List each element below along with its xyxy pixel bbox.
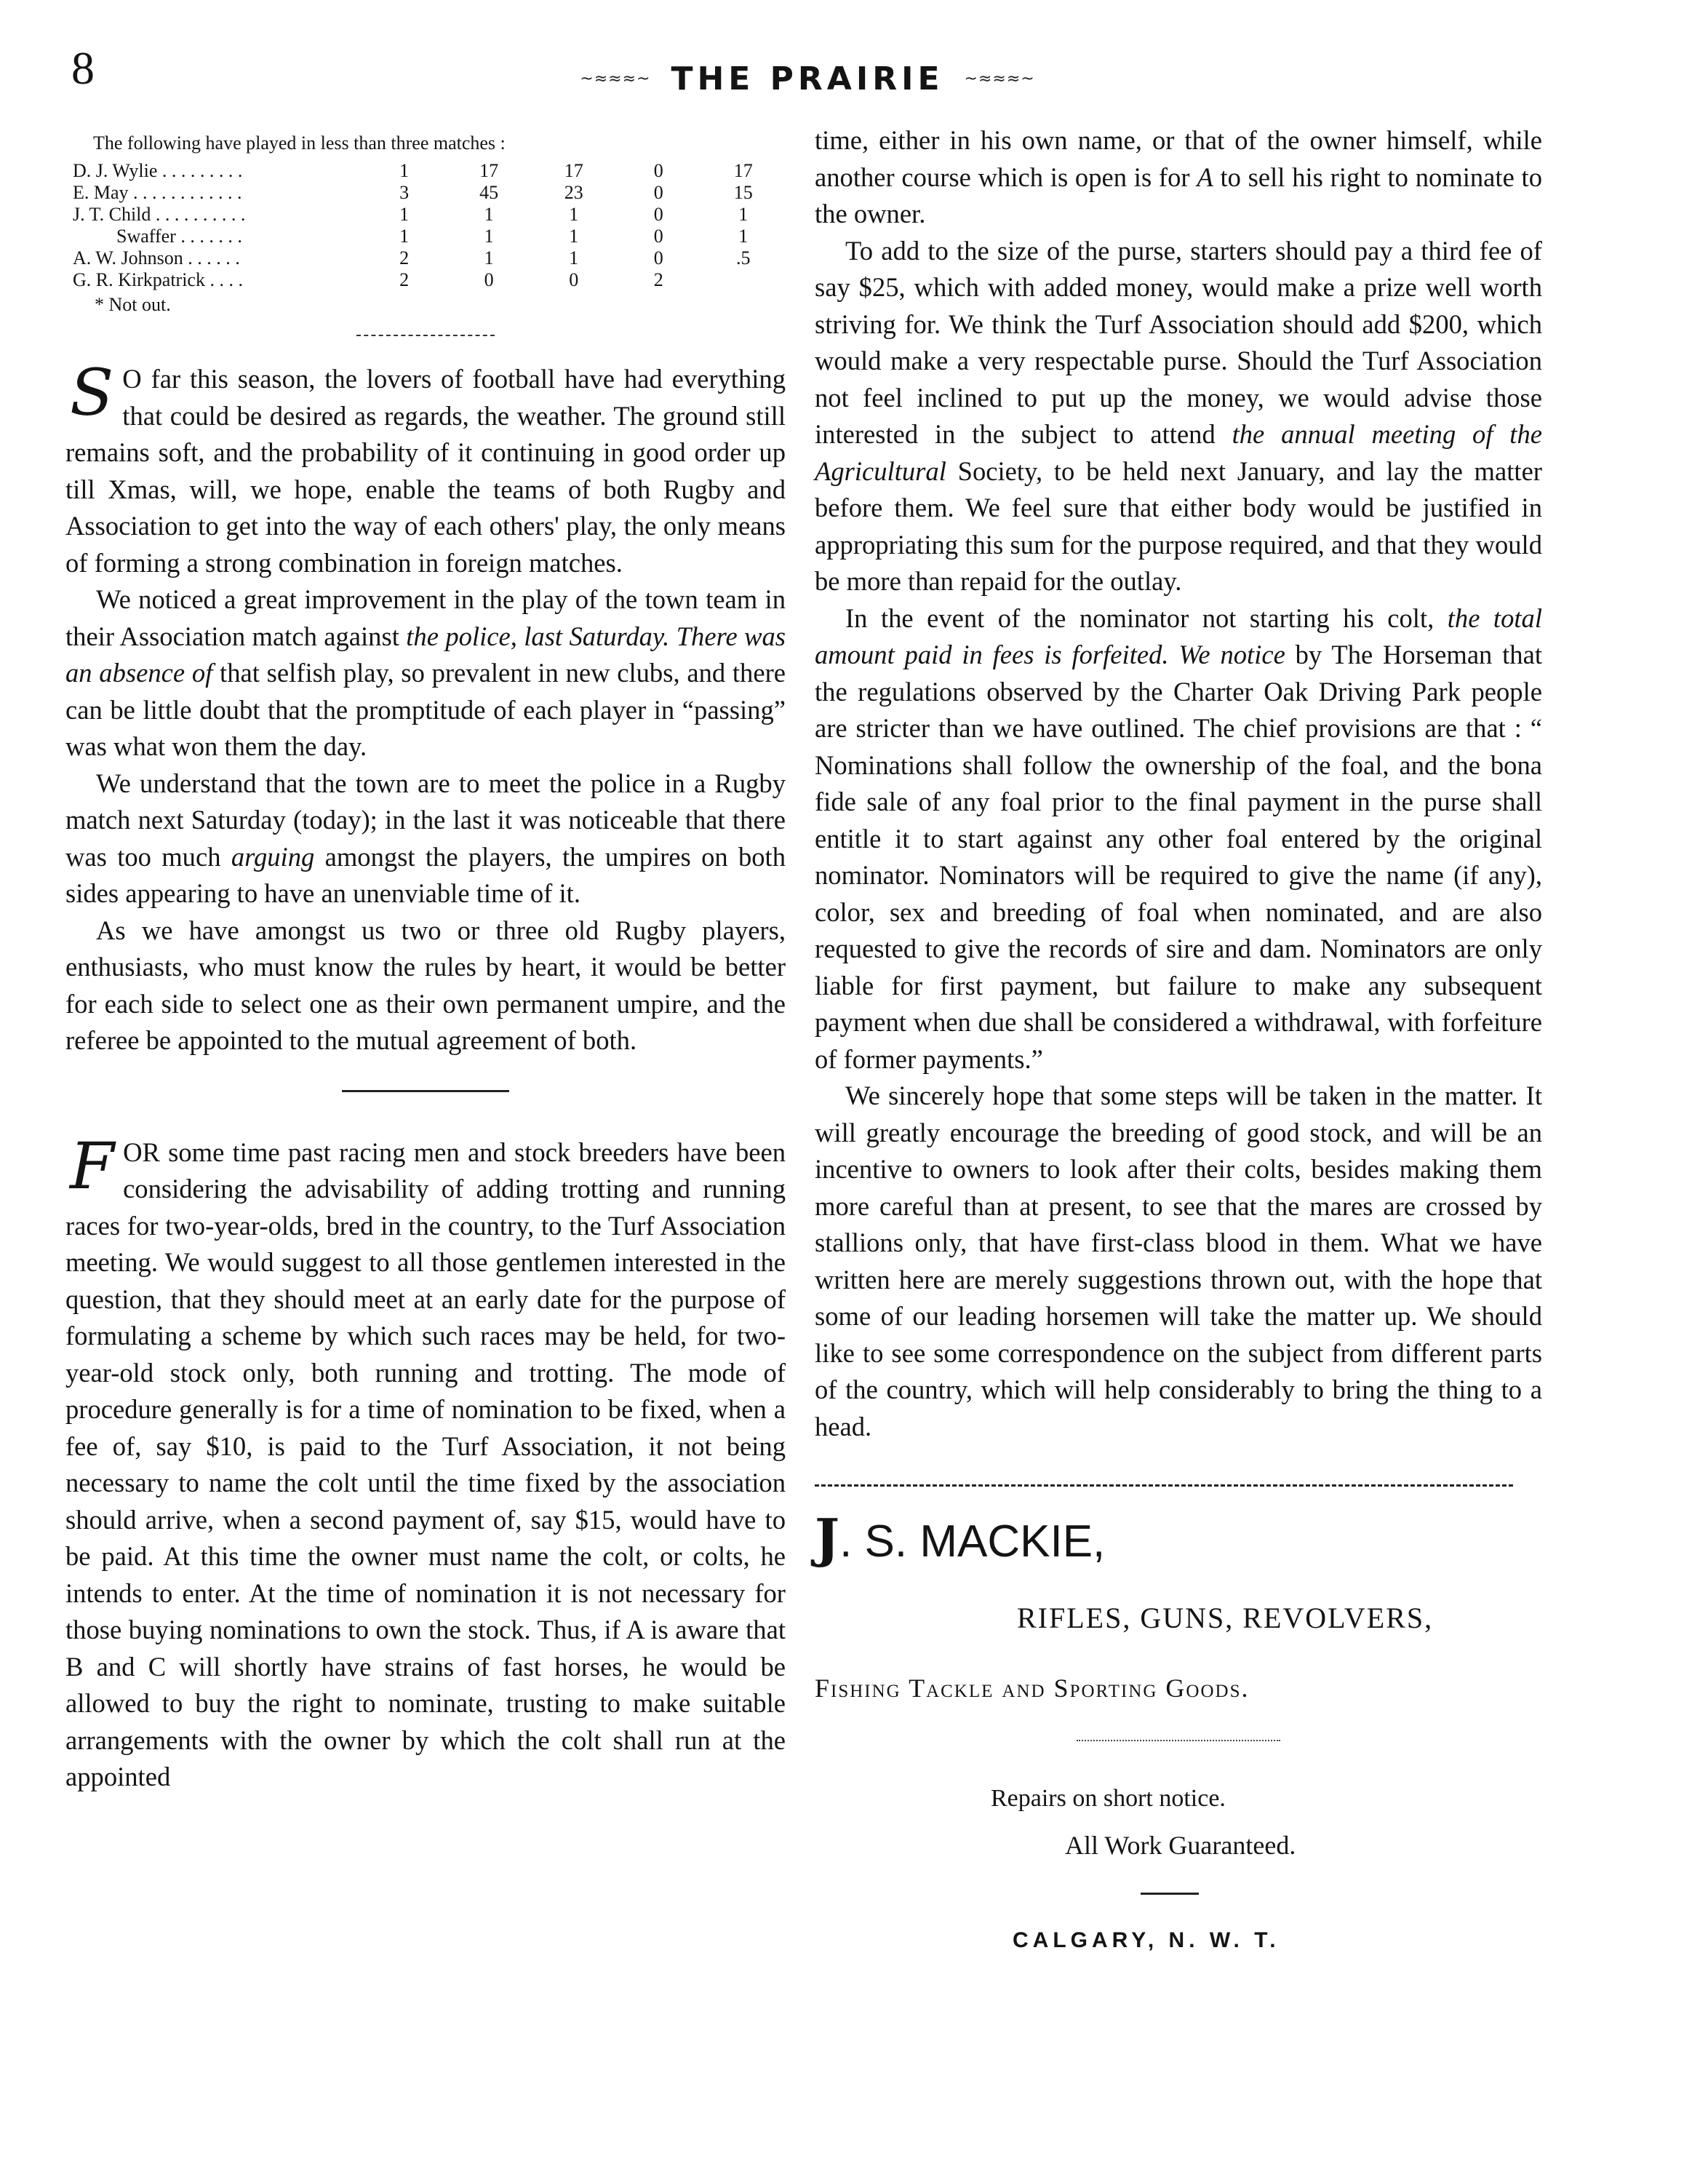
stats-table [73, 160, 786, 291]
advertisement [815, 1507, 1542, 1953]
right-column [815, 122, 1542, 1953]
paragraph-text: To add to the size of the purse, starters should pay a third fee of say $25, which with added money, would make a prize well worth striving for. We think the Turf Association should add $200, which would make a very respectable purse. Should the Turf Association not feel inclined to put up the money, we would advise those interested in the subject to attend [815, 235, 1542, 449]
section-divider [356, 335, 495, 336]
table-row [73, 269, 786, 291]
stat-cell: 0 [653, 160, 663, 181]
section-divider [342, 1090, 509, 1092]
ad-divider [1141, 1893, 1199, 1895]
stat-cell: 1 [738, 204, 749, 225]
paragraph-text: We understand that the town are to meet the police in a Rugby match next Saturday (today); in the last it was noticeable that there was too much [65, 768, 786, 872]
stat-cell: 1 [399, 204, 410, 225]
paragraph-text: O far this season, the lovers of football have had everything that could be desired as regards, the weather. The ground still remains soft, and the probability of it continuing in good order up till Xmas, will, we hope, enable the teams of both Rugby and Association to get into the way of each others' play, the only means of forming a strong combination in foreign matches. [65, 364, 786, 578]
ad-goods-line: Fishing Tackle and Sporting Goods. [815, 1674, 1250, 1703]
ad-divider [1077, 1740, 1280, 1741]
section-divider [815, 1484, 1513, 1487]
ad-products-line: RIFLES, GUNS, REVOLVERS, [1017, 1602, 1434, 1634]
stat-cell: 0 [653, 226, 663, 247]
ad-initial: J [815, 1507, 840, 1569]
stat-cell: 45 [479, 182, 499, 203]
player-name: E. May . . . . . . . . . . . . [73, 182, 242, 203]
page-number: 8 [71, 42, 95, 94]
stat-cell [701, 269, 786, 291]
stat-cell: 15 [733, 182, 753, 203]
flourish-left-icon: ~≈≈≈~ [580, 69, 651, 88]
article-paragraph [815, 233, 1542, 600]
ad-merchant-name [815, 1507, 1542, 1569]
stat-cell: 17 [564, 160, 583, 181]
football-article [65, 355, 786, 1059]
italic-text: the annual meeting of the Agricultural [815, 419, 1542, 486]
ad-repairs-line: Repairs on short notice. [991, 1785, 1226, 1812]
paragraph-text: Society, to be held next January, and lay the matter before them. We feel sure that either body would be justified in appropriating this sum for the purpose required, and that they would be more than repaid for the outlay. [815, 456, 1542, 596]
article-paragraph: We sincerely hope that some steps will be taken in the matter. It will greatly encourage the breeding of good stock, and will be an incentive to owners to look after their colts, besides making them more careful than at present, to see that the mares are crossed by stallions only, that have first-class blood in them. What we have written here are merely suggestions thrown out, with the hope that some of our leading horsemen will take the matter up. We should like to see some correspondence on the subject from different parts of the country, which will help considerably to bring the thing to a head. [815, 1081, 1542, 1441]
ad-location: CALGARY, N. W. T. [1013, 1928, 1280, 1952]
stat-cell: 17 [733, 160, 753, 181]
italic-text: the total amount paid in fees is forfeited. We notice [815, 602, 1542, 669]
newspaper-title: THE PRAIRIE [671, 60, 944, 98]
stat-cell: 1 [484, 247, 494, 268]
stat-cell: 2 [653, 269, 663, 290]
stat-cell: 0 [653, 247, 663, 268]
table-row [73, 182, 786, 204]
player-name: G. R. Kirkpatrick . . . . [73, 269, 243, 290]
paragraph-text: amongst the players, the umpires on both sides appearing to have an unenviable time of it. [65, 841, 786, 908]
article-paragraph [65, 581, 786, 765]
player-name: A. W. Johnson . . . . . . [73, 247, 240, 268]
ad-guarantee-line: All Work Guaranteed. [1065, 1831, 1296, 1860]
stat-cell: 1 [399, 160, 410, 181]
paragraph-text: that selfish play, so prevalent in new clubs, and there can be little doubt that the promptitude of each player in “passing” was what won them the day. [65, 658, 786, 761]
table-row [73, 204, 786, 226]
article-paragraph [65, 1128, 786, 1796]
stat-cell: 0 [653, 204, 663, 225]
article-paragraph [815, 122, 1542, 233]
table-row [73, 226, 786, 247]
flourish-right-icon: ~≈≈≈~ [964, 69, 1035, 88]
stat-cell: 1 [399, 226, 410, 247]
stat-cell: 1 [569, 204, 579, 225]
italic-text: arguing [231, 841, 315, 872]
stat-cell: 1 [569, 247, 579, 268]
stat-cell: 2 [399, 247, 410, 268]
drop-cap: S [70, 355, 114, 430]
italic-text: A [1197, 162, 1213, 192]
table-footnote: * Not out. [95, 294, 171, 315]
left-column [65, 122, 786, 1796]
player-name: J. T. Child . . . . . . . . . . [73, 204, 246, 225]
masthead [466, 57, 1149, 100]
stat-cell: 2 [399, 269, 410, 290]
article-paragraph [815, 600, 1542, 1078]
stat-cell: 23 [564, 182, 583, 203]
stat-cell: 0 [653, 182, 663, 203]
stat-cell: 1 [484, 204, 494, 225]
article-paragraph [65, 765, 786, 912]
paragraph-text: time, either in his own name, or that of the owner himself, while another course which is open is for [815, 125, 1542, 192]
stat-cell: 1 [738, 226, 749, 247]
stat-cell: 0 [569, 269, 579, 290]
article-paragraph [65, 355, 786, 581]
stat-cell: 1 [569, 226, 579, 247]
player-name: D. J. Wylie . . . . . . . . . [73, 160, 243, 181]
paragraph-text: We noticed a great improvement in the play of the town team in their Association match against [65, 584, 786, 651]
stat-cell: 0 [484, 269, 494, 290]
paragraph-text: In the event of the nominator not starting his colt, [845, 602, 1434, 633]
paragraph-text: to sell his right to nominate to the owner. [815, 162, 1543, 228]
article-paragraph: As we have amongst us two or three old Rugby players, enthusiasts, who must know the rules by heart, it would be better for each side to select one as their own permanent umpire, and the referee be appointed to the mutual agreement of both. [65, 915, 786, 1055]
stat-cell: 3 [399, 182, 410, 203]
table-row [73, 160, 786, 182]
stat-cell: 17 [479, 160, 499, 181]
player-name: Swaffer . . . . . . . [116, 226, 242, 247]
ad-name-text: . S. MACKIE, [839, 1516, 1106, 1567]
racing-article-continued [815, 122, 1542, 1445]
table-row [73, 247, 786, 269]
stat-cell: 1 [484, 226, 494, 247]
paragraph-text: OR some time past racing men and stock breeders have been considering the advisability of adding trotting and running races for two-year-olds, bred in the country, to the Turf Association meeting. We would suggest to all those gentlemen interested in the question, that they should meet at an early date for the purpose of formulating a scheme by which such races may be held, for two-year-old stock only, both running and trotting. The mode of procedure generally is for a time of nomination to be fixed, when a fee of, say $10, is paid to the Turf Association, it not being necessary to name the colt until the time fixed by the association should arrive, when a second payment of, say $15, would have to be paid. At this time the owner must name the colt, or colts, he intends to enter. At the time of nomination it is not necessary for those buying nominations to own the stock. Thus, if A is aware that B and C will shortly have strains of fast horses, he would be allowed to buy the right to nominate, trusting to make suitable arrangements with the owner by which the colt shall run at the appointed [65, 1137, 786, 1791]
stats-table-title: The following have played in less than three matches : [93, 132, 506, 154]
drop-cap: F [70, 1128, 115, 1204]
stat-cell: .5 [735, 247, 751, 268]
italic-text: the police, last Saturday. There was an absence of [65, 621, 786, 688]
racing-article-start [65, 1128, 786, 1796]
paragraph-text: by The Horseman that the regulations observed by the Charter Oak Driving Park people are stricter than we have outlined. The chief provisions are that : “ Nominations shall follow the ownership of the foal, and the bona fide sale of any foal prior to the final payment in the purse shall entitle it to start against any other foal entered by the original nominator. Nominators will be required to give the name (if any), color, sex and breeding of foal when nominated, and are also requested to give the records of sire and dam. Nominators are only liable for first payment, but failure to make any subsequent payment when due shall be considered a withdrawal, with forfeiture of former payments.” [815, 640, 1542, 1074]
